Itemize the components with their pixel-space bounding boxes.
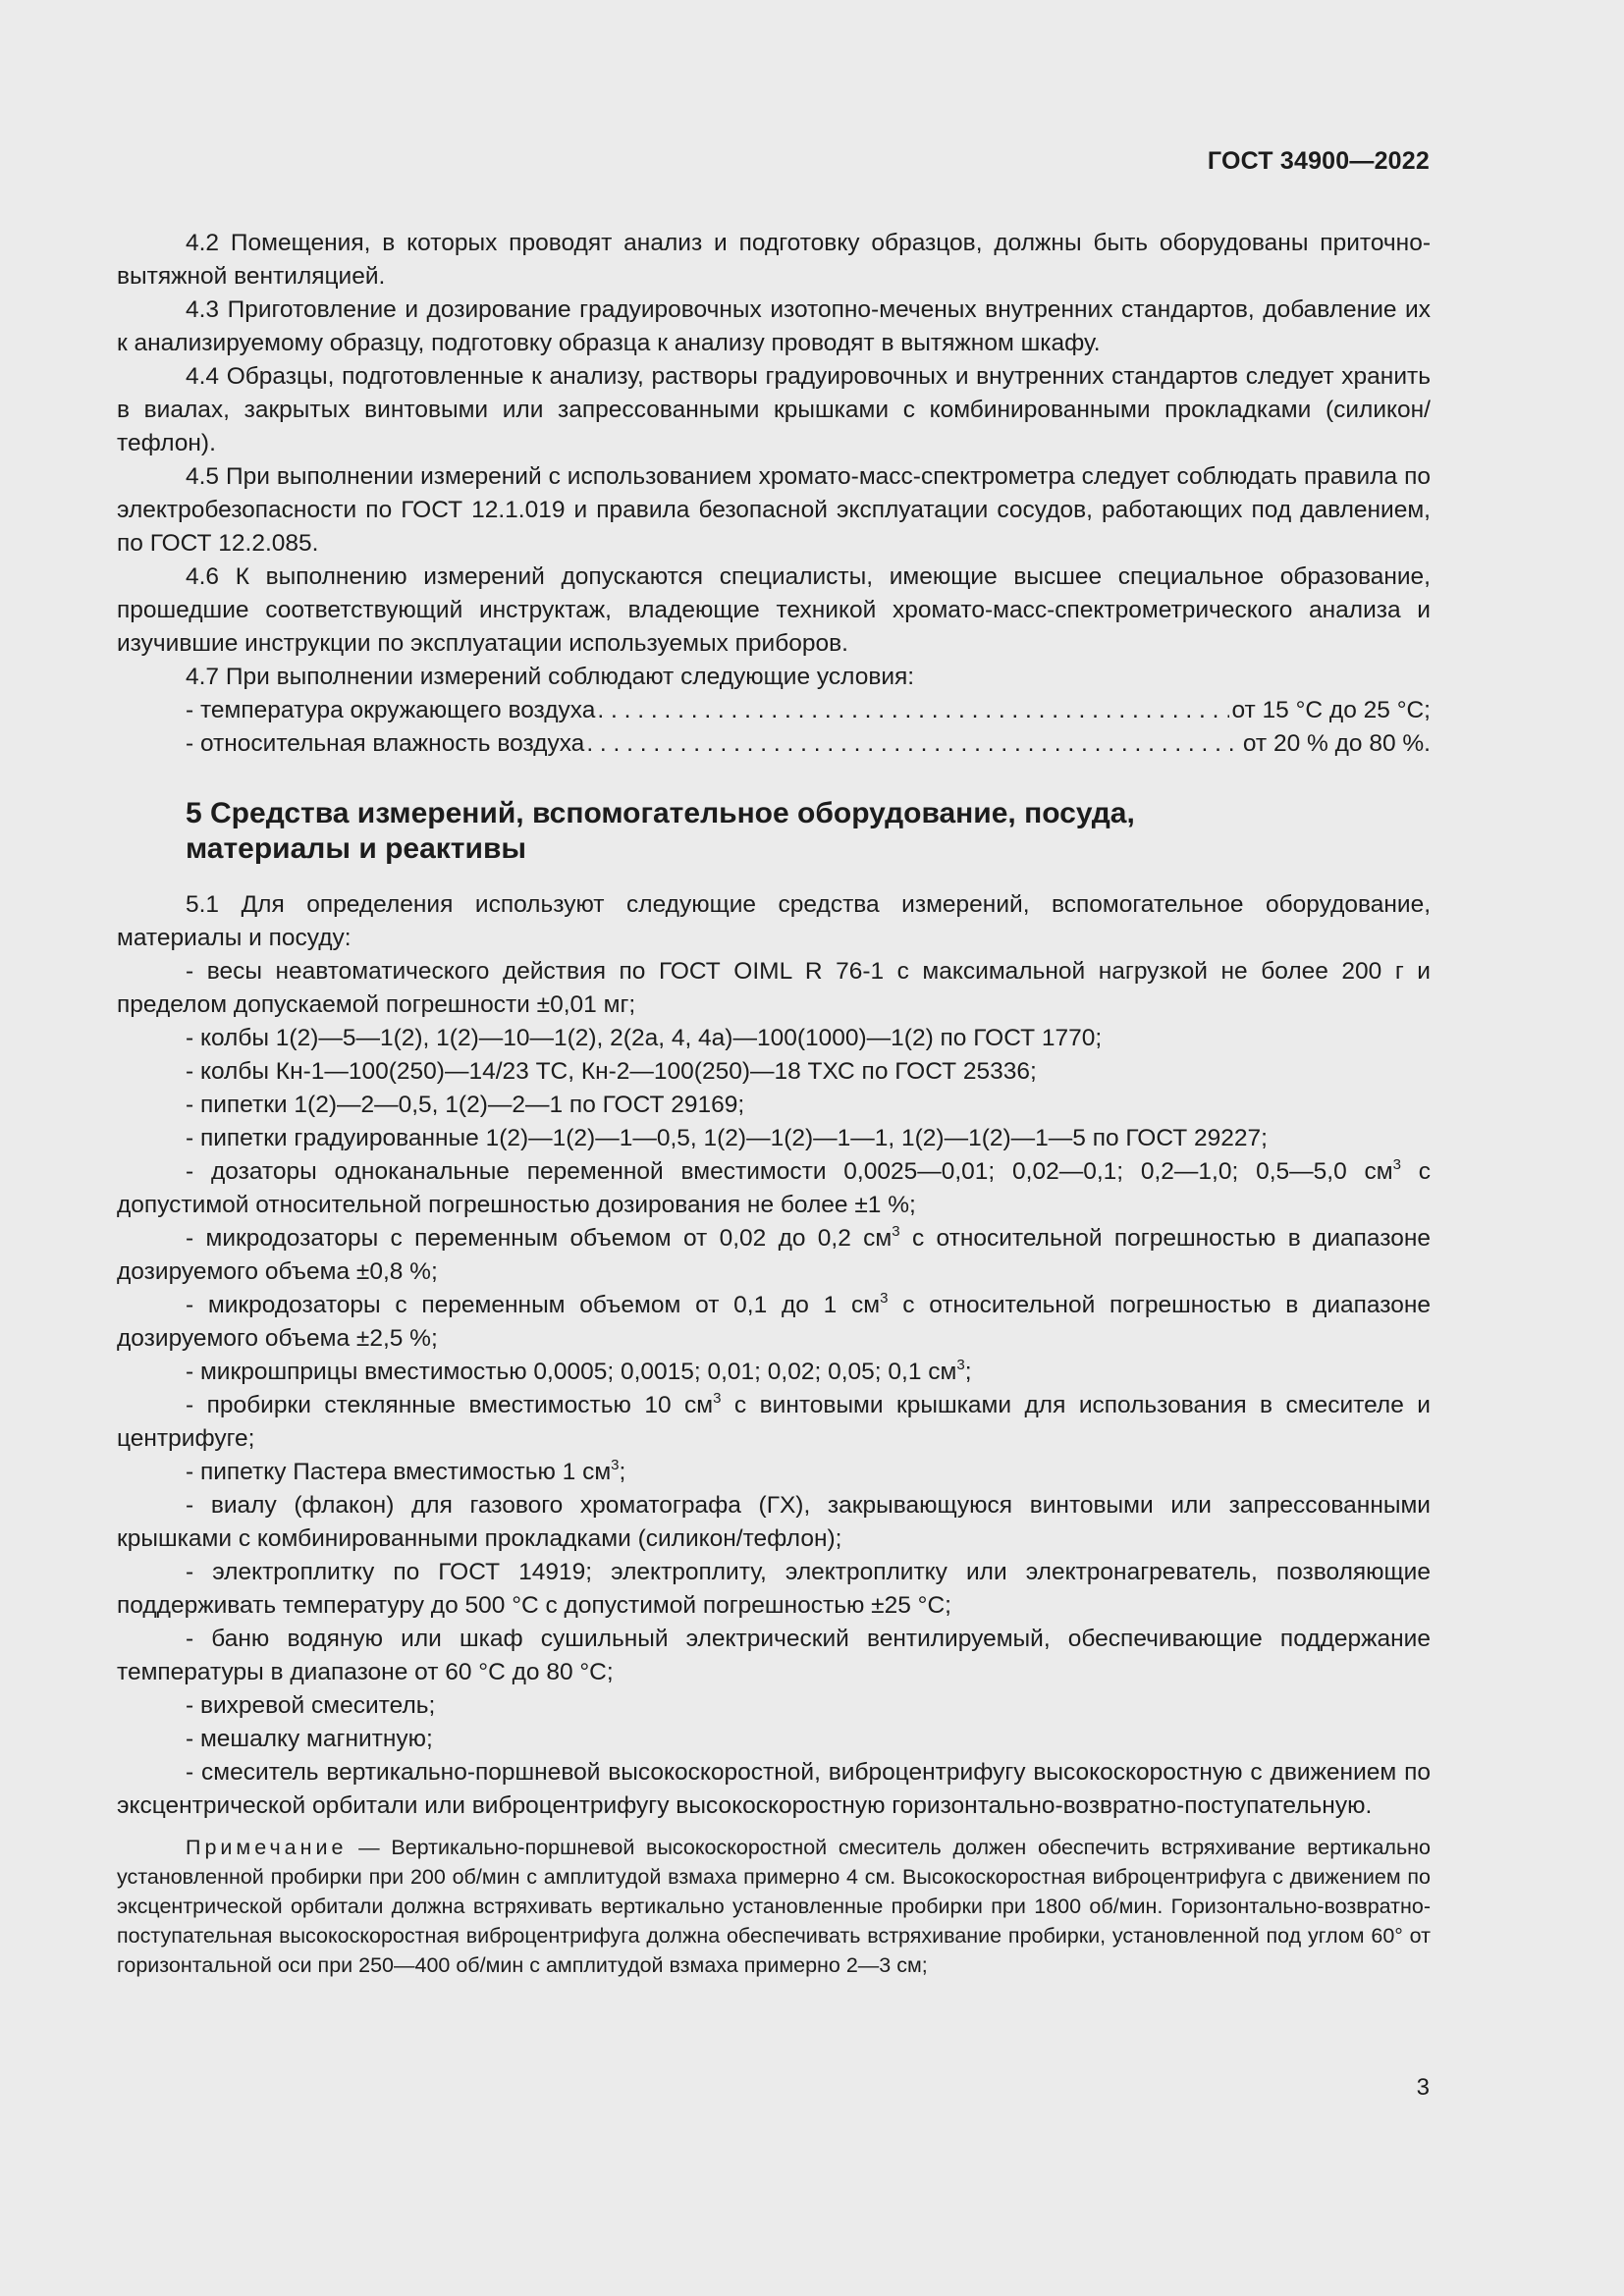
list-item: - пипетки градуированные 1(2)—1(2)—1—0,5, 1(2)—1(2)—1—1, 1(2)—1(2)—1—5 по ГОСТ 29227;: [186, 1125, 1268, 1151]
condition-value: от 15 °C до 25 °C;: [1231, 697, 1431, 723]
list-item: [117, 1222, 1431, 1289]
list-item: - виалу (флакон) для газового хроматографа (ГХ), закрывающуюся винтовыми или запрессованными крышками с комбинированными прокладками (силикон/тефлон);: [117, 1492, 1431, 1552]
section-5-heading: [186, 796, 1431, 867]
superscript: 3: [880, 1290, 889, 1307]
item-text: - микродозаторы с переменным объемом от 0,1 до 1 см: [186, 1292, 881, 1318]
paragraph-4-5: 4.5 При выполнении измерений с использованием хромато-масс-спектрометра следует соблюдать правила по электробезопасности по ГОСТ 12.1.019 и правила безопасной эксплуатации сосудов, работающих под давлением, по ГОСТ 12.2.085.: [117, 463, 1431, 557]
list-item: [117, 1456, 1431, 1489]
note-label: Примечание: [186, 1836, 348, 1859]
note-text: — Вертикально-поршневой высокоскоростной смеситель должен обеспечить встряхивание вертикально установленной пробирки при 200 об/мин с амплитудой взмаха примерно 4 см. Высокоскоростная виброцентрифуга с движением по эксцентрической орбитали должна встряхивать вертикально установленные пробирки при 1800 об/мин. Горизонтально-возвратно-поступательная высокоскоростная виброцентрифуга должна обеспечивать встряхивание пробирки, установленной под углом 60° от горизонтальной оси при 250—400 об/мин с амплитудой взмаха примерно 2—3 см;: [117, 1836, 1431, 1977]
list-item: - пипетки 1(2)—2—0,5, 1(2)—2—1 по ГОСТ 29169;: [186, 1092, 745, 1118]
page-number: 3: [1416, 2074, 1430, 2101]
paragraph-4-3: 4.3 Приготовление и дозирование градуировочных изотопно-меченых внутренних стандартов, добавление их к анализируемому образцу, подготовку образца к анализу проводят в вытяжном шкафу.: [117, 296, 1431, 356]
item-text: с относительной погрешностью в диапазоне дозируемого объема ±2,5 %;: [117, 1292, 1432, 1352]
superscript: 3: [1392, 1156, 1401, 1173]
paragraph-4-4: 4.4 Образцы, подготовленные к анализу, растворы градуировочных и внутренних стандартов следует хранить в виалах, закрытых винтовыми или запрессованными крышками с комбинированными прокладками (силикон/тефлон).: [117, 363, 1431, 456]
list-item: - баню водяную или шкаф сушильный электрический вентилируемый, обеспечивающие поддержание температуры в диапазоне от 60 °C до 80 °C;: [117, 1626, 1431, 1685]
condition-label: - относительная влажность воздуха: [186, 730, 585, 757]
paragraph-4-6: 4.6 К выполнению измерений допускаются специалисты, имеющие высшее специальное образование, прошедшие соответствующий инструктаж, владеющие техникой хромато-масс-спектрометрического анализа и изучившие инструкции по эксплуатации используемых приборов.: [117, 563, 1431, 657]
paragraph-4-2: 4.2 Помещения, в которых проводят анализ и подготовку образцов, должны быть оборудованы приточно-вытяжной вентиляцией.: [117, 230, 1431, 290]
list-item: - вихревой смеситель;: [186, 1692, 436, 1719]
item-text: ;: [619, 1459, 626, 1485]
superscript: 3: [611, 1457, 620, 1473]
condition-temperature: [117, 694, 1431, 727]
item-text: с относительной погрешностью в диапазоне дозируемого объема ±0,8 %;: [117, 1225, 1431, 1285]
section-title-line: 5 Средства измерений, вспомогательное оборудование, посуда,: [186, 797, 1135, 829]
list-item: [117, 1356, 1431, 1389]
condition-humidity: [117, 727, 1431, 761]
list-item: - электроплитку по ГОСТ 14919; электроплиту, электроплитку или электронагреватель, позволяющие поддерживать температуру до 500 °C с допустимой погрешностью ±25 °C;: [117, 1559, 1431, 1619]
superscript: 3: [713, 1390, 722, 1407]
section-title-line: материалы и реактивы: [186, 832, 527, 865]
list-item: - смеситель вертикально-поршневой высокоскоростной, виброцентрифугу высокоскоростную с движением по эксцентрической орбитали или виброцентрифугу высокоскоростную горизонтально-возвратно-поступательную.: [117, 1759, 1431, 1819]
condition-label: - температура окружающего воздуха: [186, 697, 596, 723]
paragraph-5-1: 5.1 Для определения используют следующие средства измерений, вспомогательное оборудование, материалы и посуду:: [117, 891, 1431, 951]
dot-leader: [586, 727, 1241, 761]
list-item: - весы неавтоматического действия по ГОСТ OIML R 76-1 с максимальной нагрузкой не более 200 г и пределом допускаемой погрешности ±0,01 мг;: [117, 958, 1431, 1018]
list-item: [117, 1389, 1431, 1456]
item-text: - дозаторы одноканальные переменной вместимости 0,0025—0,01; 0,02—0,1; 0,2—1,0; 0,5—5,0 см: [186, 1158, 1393, 1185]
item-text: с винтовыми крышками для использования в смесителе и центрифуге;: [117, 1392, 1431, 1452]
list-item: [117, 1289, 1431, 1356]
list-item: - мешалку магнитную;: [186, 1726, 433, 1752]
list-item: [117, 1155, 1431, 1222]
page-content: [117, 227, 1431, 1980]
superscript: 3: [892, 1223, 900, 1240]
dot-leader: [597, 694, 1229, 727]
document-header: ГОСТ 34900—2022: [1207, 147, 1430, 175]
item-text: - микрошприцы вместимостью 0,0005; 0,0015; 0,01; 0,02; 0,05; 0,1 см: [186, 1359, 957, 1385]
list-item: - колбы 1(2)—5—1(2), 1(2)—10—1(2), 2(2а, 4, 4а)—100(1000)—1(2) по ГОСТ 1770;: [186, 1025, 1103, 1051]
item-text: - микродозаторы с переменным объемом от 0,02 до 0,2 см: [186, 1225, 893, 1252]
superscript: 3: [956, 1357, 965, 1373]
note: [117, 1833, 1431, 1980]
item-text: ;: [964, 1359, 972, 1385]
item-text: - пипетку Пастера вместимостью 1 см: [186, 1459, 612, 1485]
item-text: с допустимой относительной погрешностью дозирования не более ±1 %;: [117, 1158, 1432, 1218]
paragraph-4-7: 4.7 При выполнении измерений соблюдают следующие условия:: [186, 664, 915, 690]
condition-value: от 20 % до 80 %.: [1242, 730, 1431, 757]
item-text: - пробирки стеклянные вместимостью 10 см: [186, 1392, 714, 1418]
list-item: - колбы Кн-1—100(250)—14/23 ТС, Кн-2—100(250)—18 ТХС по ГОСТ 25336;: [186, 1058, 1037, 1085]
